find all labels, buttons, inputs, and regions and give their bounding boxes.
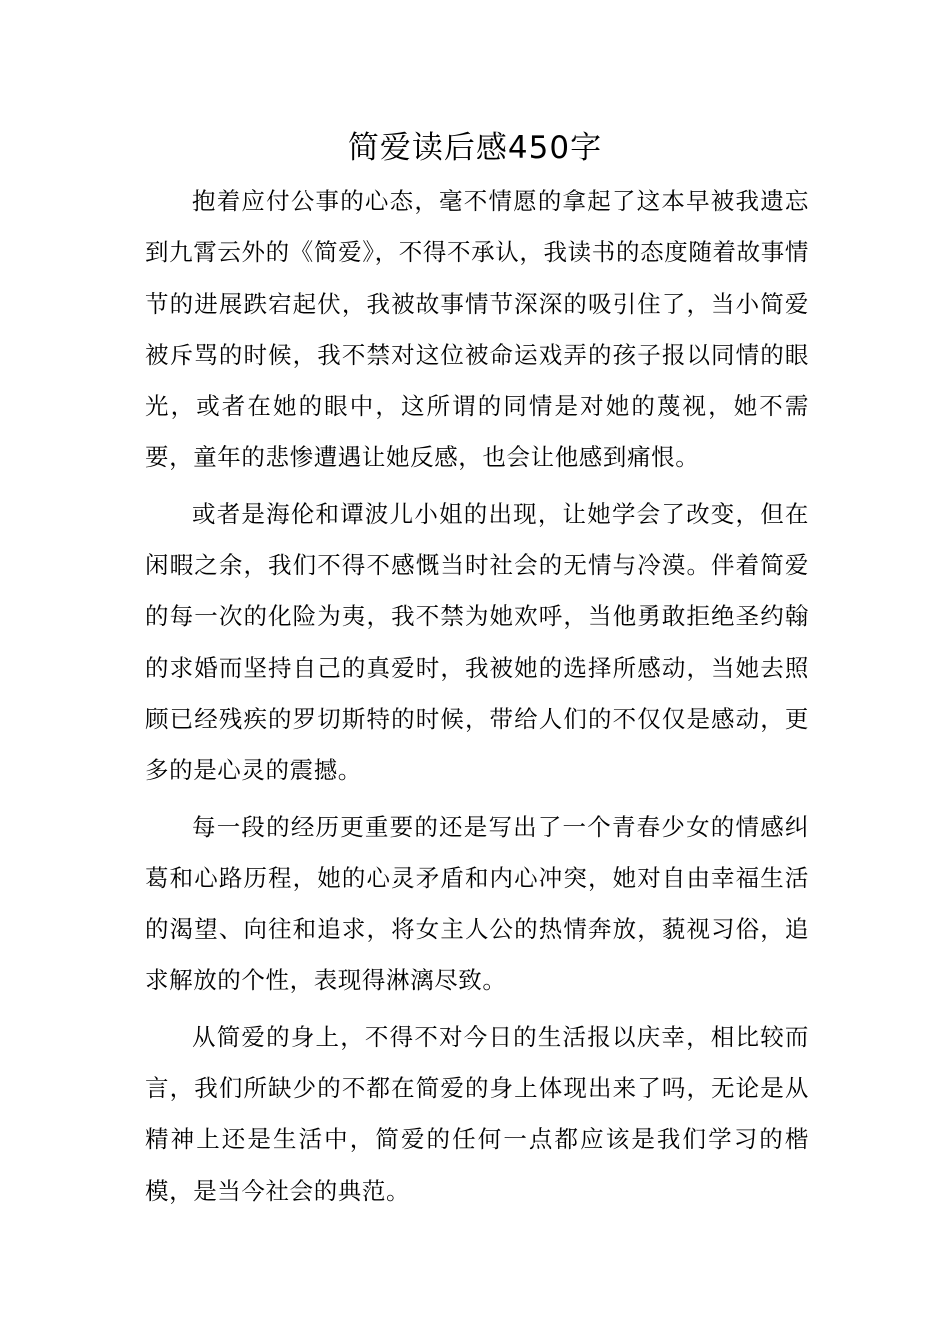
document-title: 简爱读后感450字 <box>347 130 603 166</box>
document-body <box>145 176 809 1222</box>
paragraph-2: 或者是海伦和谭波儿小姐的出现，让她学会了改变，但在闲暇之余，我们不得不感慨当时社会的无情与冷漠。伴着简爱的每一次的化险为夷，我不禁为她欢呼，当他勇敢拒绝圣约翰的求婚而坚持自己的真爱时，我被她的选择所感动，当她去照顾已经残疾的罗切斯特的时候，带给人们的不仅仅是感动，更多的是心灵的震撼。 <box>145 499 809 785</box>
paragraph-3: 每一段的经历更重要的还是写出了一个青春少女的情感纠葛和心路历程，她的心灵矛盾和内心冲突，她对自由幸福生活的渴望、向往和追求，将女主人公的热情奔放，藐视习俗，追求解放的个性，表现得淋漓尽致。 <box>145 812 809 995</box>
paragraph-4: 从简爱的身上，不得不对今日的生活报以庆幸，相比较而言，我们所缺少的不都在简爱的身上体现出来了吗，无论是从精神上还是生活中，简爱的任何一点都应该是我们学习的楷模，是当今社会的典范。 <box>145 1022 809 1205</box>
paragraph-1: 抱着应付公事的心态，毫不情愿的拿起了这本早被我遗忘到九霄云外的《简爱》，不得不承认，我读书的态度随着故事情节的进展跌宕起伏，我被故事情节深深的吸引住了，当小简爱被斥骂的时候，我不禁对这位被命运戏弄的孩子报以同情的眼光，或者在她的眼中，这所谓的同情是对她的蔑视，她不需要，童年的悲惨遭遇让她反感，也会让他感到痛恨。 <box>145 187 809 472</box>
